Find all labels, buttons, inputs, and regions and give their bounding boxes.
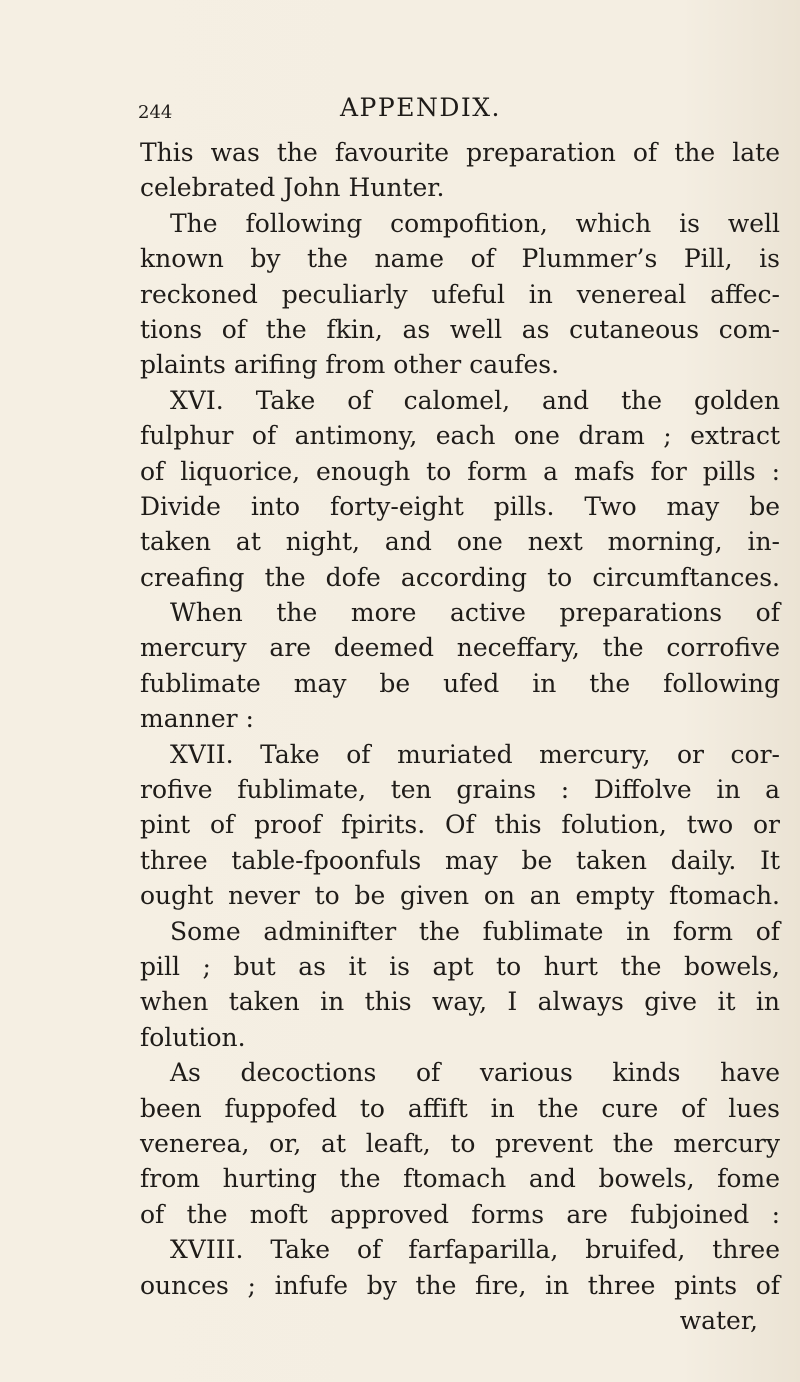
body-text: [140, 135, 780, 1338]
text-line: tions of the fkin, as well as cutaneous com-: [140, 314, 780, 344]
text-line: reckoned peculiarly ufeful in venereal affec-: [140, 279, 780, 309]
text-line: rofive fublimate, ten grains : Diffolve in a: [140, 775, 780, 805]
page-header: [0, 90, 800, 130]
text-line: folution.: [140, 1022, 246, 1052]
text-line: XVII. Take of muriated mercury, or cor-: [170, 739, 780, 769]
text-line: Divide into forty-eight pills. Two may be: [140, 491, 780, 521]
text-line: XVI. Take of calomel, and the golden: [170, 385, 780, 415]
text-line: of liquorice, enough to form a mafs for pills :: [140, 456, 780, 486]
text-line: ought never to be given on an empty ftomach.: [140, 881, 780, 911]
text-line: When the more active preparations of: [170, 598, 780, 628]
text-line: known by the name of Plummer’s Pill, is: [140, 244, 780, 274]
text-line: taken at night, and one next morning, in-: [140, 527, 780, 557]
text-line: The following compofition, which is well: [170, 208, 780, 238]
text-line: fublimate may be ufed in the following: [140, 668, 780, 698]
text-line: three table-fpoonfuls may be taken daily. It: [140, 845, 780, 875]
text-line: mercury are deemed neceffary, the corrofive: [140, 633, 780, 663]
page-number: 244: [138, 102, 173, 123]
text-line: This was the favourite preparation of the late: [140, 138, 780, 167]
text-line: As decoctions of various kinds have: [170, 1058, 780, 1088]
catchword: water,: [679, 1305, 758, 1335]
text-line: pint of proof fpirits. Of this folution, two or: [140, 810, 780, 840]
text-line: XVIII. Take of farfaparilla, bruifed, three: [170, 1235, 780, 1265]
text-line: been fuppofed to affift in the cure of lues: [140, 1093, 780, 1123]
running-head: APPENDIX.: [340, 93, 501, 122]
text-line: fulphur of antimony, each one dram ; extract: [140, 421, 780, 451]
text-line: ounces ; infufe by the fire, in three pints of: [140, 1270, 780, 1300]
text-line: creafing the dofe according to circumftances.: [140, 562, 780, 592]
text-line: plaints arifing from other caufes.: [140, 350, 560, 380]
text-line: from hurting the ftomach and bowels, fome: [140, 1164, 780, 1194]
text-line: Some adminifter the fublimate in form of: [170, 916, 780, 946]
text-line: pill ; but as it is apt to hurt the bowels,: [140, 951, 780, 981]
text-line: manner :: [140, 704, 254, 734]
text-line: of the moft approved forms are fubjoined :: [140, 1199, 780, 1229]
text-line: venerea, or, at leaft, to prevent the mercury: [140, 1128, 780, 1158]
text-line: when taken in this way, I always give it in: [140, 987, 780, 1017]
text-line: celebrated John Hunter.: [140, 173, 445, 203]
